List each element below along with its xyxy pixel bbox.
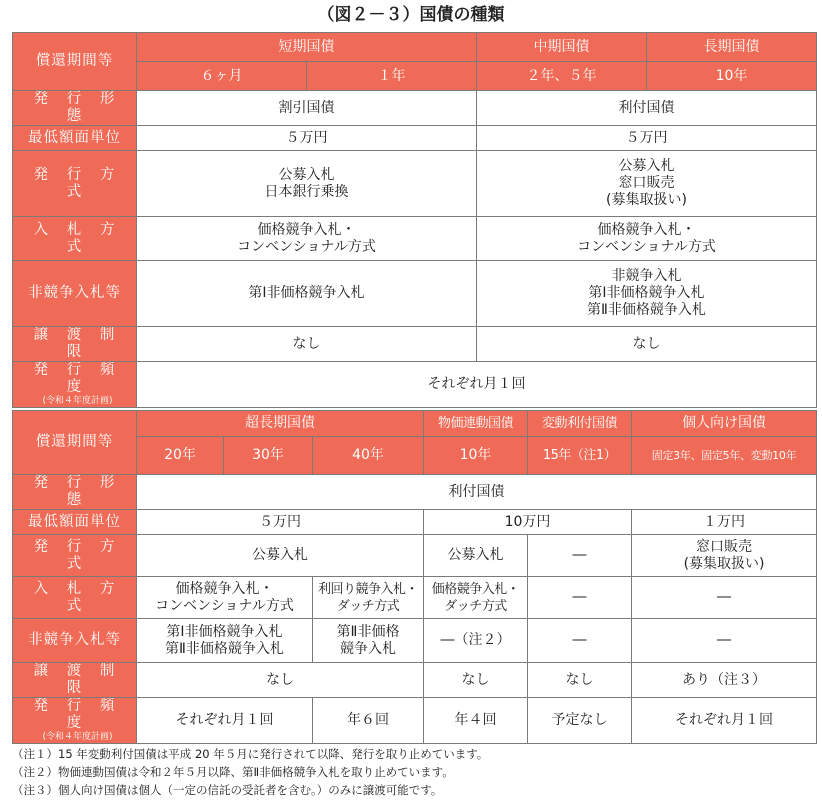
cell xyxy=(313,619,424,663)
footnote: （注３）個人向け国債は個人（一定の信託の受託者を含む。）のみに譲渡可能です。 xyxy=(12,783,443,797)
cell-line: 非競争入札 xyxy=(611,268,682,284)
cell: なし xyxy=(477,327,817,362)
cell-line: 第Ⅱ非価格競争入札 xyxy=(587,302,706,318)
row-label-transfer: 譲 渡 制 限 xyxy=(13,327,137,362)
cell: ５万円 xyxy=(137,510,424,535)
cell xyxy=(477,151,817,217)
cell: 予定なし xyxy=(528,698,632,744)
cell: １万円 xyxy=(632,510,817,535)
term-header: 40年 xyxy=(313,437,424,475)
row-label-maturity: 償還期間等 xyxy=(13,33,137,91)
cell: 年６回 xyxy=(313,698,424,744)
cell-line: 価格競争入札・ xyxy=(175,580,274,597)
cell-line: 第Ⅰ非価格競争入札 xyxy=(588,285,705,301)
term-header: 30年 xyxy=(224,437,313,475)
term-header: 20年 xyxy=(137,437,224,475)
cell: 公募入札 xyxy=(424,535,528,577)
cell: 割引国債 xyxy=(137,91,477,126)
cell-line: 日本銀行乗換 xyxy=(264,183,349,200)
cell: それぞれ月１回 xyxy=(632,698,817,744)
footnote: （注１）15 年変動利付国債は平成 20 年５月に発行されて以降、発行を取り止めています。 xyxy=(12,747,489,761)
cell-line: コンベンショナル方式 xyxy=(155,597,294,614)
row-label-issue-form: 発 行 形 態 xyxy=(13,91,137,126)
row-label-issue-method: 発 行 方 式 xyxy=(13,535,137,577)
row-label-auction-method: 入 札 方 式 xyxy=(13,217,137,261)
row-label-noncomp: 非競争入札等 xyxy=(13,619,137,663)
cell: それぞれ月１回 xyxy=(137,362,817,408)
row-label-issue-method: 発 行 方 式 xyxy=(13,151,137,217)
cell: 10万円 xyxy=(424,510,632,535)
cell-line: 窓口販売 xyxy=(696,538,753,555)
cell xyxy=(137,151,477,217)
cell: ― xyxy=(528,619,632,663)
cell-line: 第Ⅱ非価格競争入札 xyxy=(165,640,284,657)
cell-line: 公募入札 xyxy=(618,158,675,174)
frequency-label: 発 行 頻 度 xyxy=(33,698,122,731)
cell-line: 第Ⅰ非価格競争入札 xyxy=(166,623,283,640)
group-header: 中期国債 xyxy=(477,33,647,62)
cell-line: 第Ⅰ非価格競争入札 xyxy=(248,285,365,301)
cell: ― xyxy=(528,535,632,577)
cell: ―（注２） xyxy=(424,619,528,663)
cell-line: 第Ⅱ非価格 xyxy=(336,623,400,640)
group-header: 長期国債 xyxy=(647,33,817,62)
cell xyxy=(632,535,817,577)
footnote: （注２）物価連動国債は令和２年５月以降、第Ⅱ非価格競争入札を取り止めています。 xyxy=(12,765,454,779)
cell-line: (募集取扱い) xyxy=(606,192,687,208)
row-label-min-unit: 最低額面単位 xyxy=(13,510,137,535)
row-label-maturity: 償還期間等 xyxy=(13,411,137,475)
footnotes xyxy=(12,745,812,799)
cell: なし xyxy=(137,327,477,362)
cell-line: コンベンショナル方式 xyxy=(577,238,716,255)
cell-line: ダッチ方式 xyxy=(444,598,507,614)
row-label-frequency xyxy=(13,362,137,408)
cell-line: 価格競争入札・ xyxy=(597,221,696,238)
group-header: 個人向け国債 xyxy=(632,411,817,437)
group-header: 短期国債 xyxy=(137,33,477,62)
term-header: １年 xyxy=(307,62,477,91)
cell: 利付国債 xyxy=(477,91,817,126)
cell: なし xyxy=(137,663,424,698)
cell: ― xyxy=(632,619,817,663)
cell xyxy=(424,577,528,619)
row-label-issue-form: 発 行 形 態 xyxy=(13,475,137,510)
bond-table-2 xyxy=(12,410,817,744)
row-label-frequency xyxy=(13,698,137,744)
cell: あり（注３） xyxy=(632,663,817,698)
cell xyxy=(137,577,313,619)
page-title: （図２－３）国債の種類 xyxy=(317,5,505,25)
term-header: 10年 xyxy=(647,62,817,91)
cell: ― xyxy=(632,577,817,619)
cell xyxy=(477,217,817,261)
cell xyxy=(313,577,424,619)
cell xyxy=(477,261,817,327)
cell: 年４回 xyxy=(424,698,528,744)
cell-line: 競争入札 xyxy=(340,640,397,657)
cell: 利付国債 xyxy=(137,475,817,510)
group-header: 超長期国債 xyxy=(137,411,424,437)
cell xyxy=(137,217,477,261)
row-label-noncomp: 非競争入札等 xyxy=(13,261,137,327)
term-header: ２年、５年 xyxy=(477,62,647,91)
cell: なし xyxy=(528,663,632,698)
frequency-label: 発 行 頻 度 xyxy=(33,362,122,395)
cell-line: 利回り競争入札・ xyxy=(318,581,419,597)
cell xyxy=(137,261,477,327)
cell-line: 価格競争入札・ xyxy=(257,221,356,238)
group-header: 変動利付国債 xyxy=(528,411,632,437)
term-header: 10年 xyxy=(424,437,528,475)
frequency-sublabel: (令和４年度計画) xyxy=(42,732,113,742)
row-label-transfer: 譲 渡 制 限 xyxy=(13,663,137,698)
cell: 公募入札 xyxy=(137,535,424,577)
cell: なし xyxy=(424,663,528,698)
cell: ５万円 xyxy=(477,126,817,151)
cell: それぞれ月１回 xyxy=(137,698,313,744)
cell-line: 公募入札 xyxy=(278,166,335,183)
cell xyxy=(137,619,313,663)
term-header: 15年（注1） xyxy=(528,437,632,475)
term-header: ６ヶ月 xyxy=(137,62,307,91)
cell-line: 窓口販売 xyxy=(618,175,675,191)
cell-line: (募集取扱い) xyxy=(683,555,765,572)
bond-table-1 xyxy=(12,32,817,408)
cell-line: ダッチ方式 xyxy=(336,598,400,614)
row-label-auction-method: 入 札 方 式 xyxy=(13,577,137,619)
cell: ５万円 xyxy=(137,126,477,151)
cell-line: 価格競争入札・ xyxy=(431,581,520,597)
frequency-sublabel: (令和４年度計画) xyxy=(42,396,113,406)
cell: ― xyxy=(528,577,632,619)
term-header: 固定3年、固定5年、変動10年 xyxy=(632,437,817,475)
cell-line: コンベンショナル方式 xyxy=(237,238,376,255)
group-header: 物価連動国債 xyxy=(424,411,528,437)
row-label-min-unit: 最低額面単位 xyxy=(13,126,137,151)
